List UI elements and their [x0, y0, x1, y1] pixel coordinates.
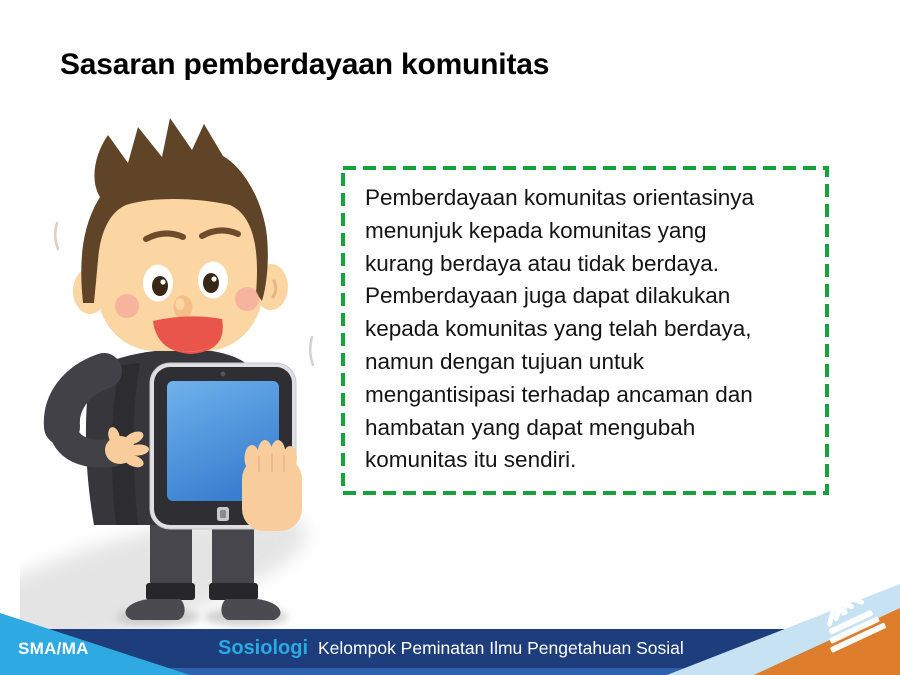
- quote-box: [341, 166, 829, 495]
- quote-text: [365, 182, 815, 477]
- quote-line: menunjuk kepada komunitas yang: [365, 217, 707, 243]
- footer-bar-text: [218, 629, 684, 668]
- quote-line: kepada komunitas yang telah berdaya,: [365, 316, 752, 342]
- tablet-camera: [221, 372, 226, 377]
- right-hand: [242, 440, 302, 531]
- motion-mark-left: [55, 223, 58, 249]
- education-level-label: SMA/MA: [18, 638, 89, 658]
- head: [73, 118, 288, 354]
- motion-mark-right: [310, 337, 313, 365]
- businessman-with-tablet-illustration: [20, 105, 340, 645]
- series-label: Kelompok Peminatan Ilmu Pengetahuan Sosial: [318, 638, 684, 658]
- quote-line: hambatan yang dapat mengubah: [365, 414, 696, 440]
- page-title: Sasaran pemberdayaan komunitas: [60, 48, 550, 81]
- quote-line: mengantisipasi terhadap ancaman dan: [365, 381, 753, 407]
- subject-label: Sosiologi: [218, 637, 308, 659]
- right-cheek: [235, 287, 259, 311]
- quote-line: namun dengan tujuan untuk: [365, 348, 644, 374]
- quote-line: komunitas itu sendiri.: [365, 447, 577, 473]
- footer: [0, 580, 900, 675]
- left-cheek: [115, 294, 139, 318]
- nose: [174, 296, 193, 319]
- quote-line: kurang berdaya atau tidak berdaya.: [365, 250, 719, 276]
- quote-line: Pemberdayaan juga dapat dilakukan: [365, 283, 731, 309]
- quote-line: Pemberdayaan komunitas orientasinya: [365, 185, 754, 210]
